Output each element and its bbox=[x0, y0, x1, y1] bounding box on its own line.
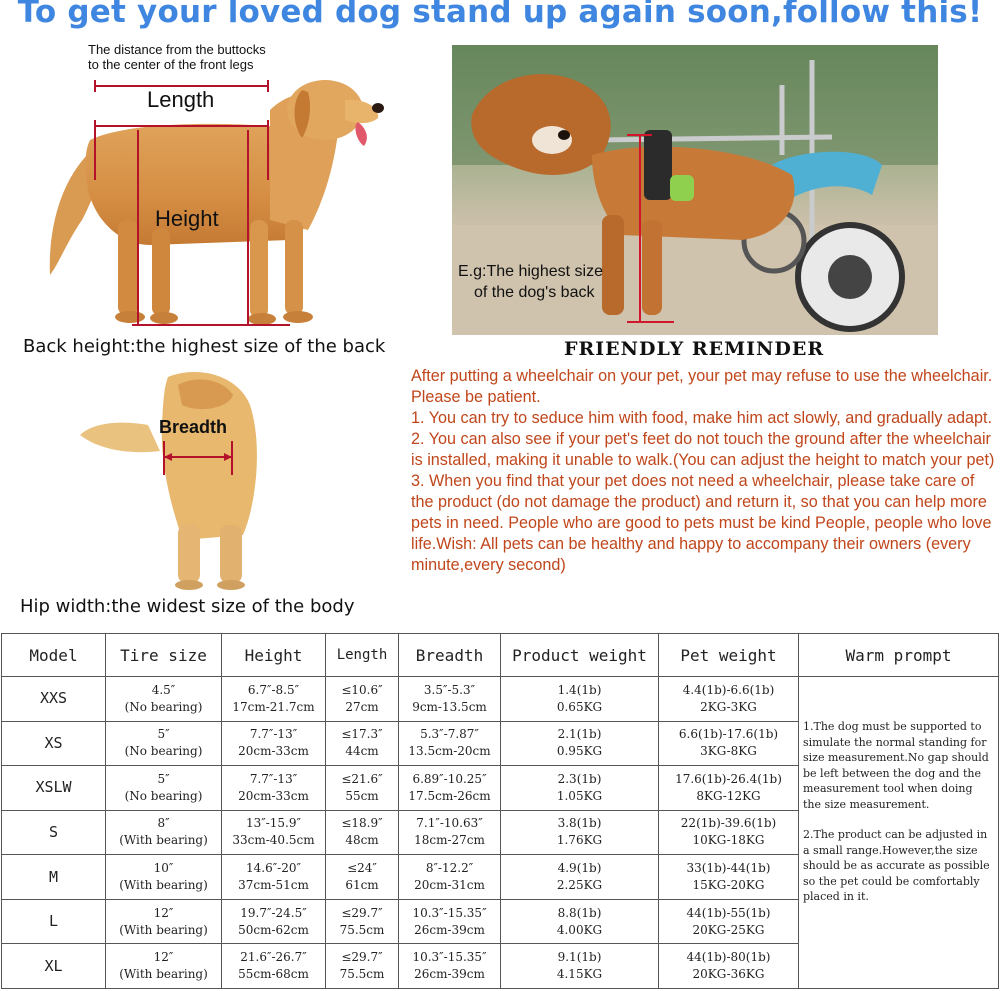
reminder-paragraph: After putting a wheelchair on your pet, your pet may refuse to use the wheelchair. Please be patient. bbox=[411, 367, 993, 406]
height-cell-secondary: 33cm-40.5cm bbox=[232, 833, 315, 848]
tire-size-cell-secondary: (No bearing) bbox=[124, 744, 203, 759]
height-label: Height bbox=[155, 206, 219, 231]
height-cell bbox=[222, 899, 326, 944]
tire-size-cell-primary: 5″ bbox=[157, 727, 170, 742]
warm-prompt-cell bbox=[799, 677, 999, 989]
tire-size-cell bbox=[106, 810, 222, 855]
length-cell-secondary: 61cm bbox=[345, 878, 379, 893]
length-cell-primary: ≤24″ bbox=[347, 861, 377, 876]
breadth-cell-secondary: 13.5cm-20cm bbox=[408, 744, 491, 759]
length-cell-secondary: 75.5cm bbox=[339, 922, 385, 937]
tire-size-cell-primary: 12″ bbox=[153, 905, 174, 920]
length-cell-primary: ≤18.9″ bbox=[341, 816, 383, 831]
length-cell bbox=[326, 944, 399, 989]
tire-size-cell-secondary: (With bearing) bbox=[119, 878, 208, 893]
pet-weight-cell bbox=[659, 721, 799, 766]
column-header-tire-size: Tire size bbox=[106, 634, 222, 677]
model-cell: S bbox=[2, 810, 106, 855]
length-cell-secondary: 55cm bbox=[345, 788, 379, 803]
height-cell-primary: 7.7″-13″ bbox=[249, 727, 298, 742]
product-weight-cell-primary: 2.3(1b) bbox=[557, 771, 602, 786]
model-cell: XSLW bbox=[2, 766, 106, 811]
height-cell bbox=[222, 944, 326, 989]
product-weight-cell-secondary: 4.00KG bbox=[556, 922, 603, 937]
product-weight-cell-primary: 3.8(1b) bbox=[557, 816, 602, 831]
breadth-label: Breadth bbox=[159, 417, 228, 437]
pet-weight-cell-secondary: 3KG-8KG bbox=[700, 744, 757, 759]
length-cell bbox=[326, 899, 399, 944]
length-cell-primary: ≤17.3″ bbox=[341, 727, 383, 742]
hip-width-caption: Hip width:the widest size of the body bbox=[20, 596, 355, 617]
model-cell: M bbox=[2, 855, 106, 900]
reminder-paragraph: 2. You can also see if your pet's feet do not touch the ground after the wheelchair is installed, making it unable to walk.(You can adjust the height to match your pet) bbox=[411, 430, 995, 469]
length-note bbox=[88, 42, 318, 72]
pet-weight-cell-primary: 33(1b)-44(1b) bbox=[686, 861, 771, 876]
breadth-cell bbox=[399, 677, 501, 722]
length-cell-secondary: 75.5cm bbox=[339, 967, 385, 982]
height-cell-primary: 6.7″-8.5″ bbox=[247, 682, 300, 697]
breadth-cell-primary: 7.1″-10.63″ bbox=[416, 816, 483, 831]
product-weight-cell bbox=[501, 810, 659, 855]
height-cell-secondary: 17cm-21.7cm bbox=[232, 699, 315, 714]
model-cell: XL bbox=[2, 944, 106, 989]
reminder-paragraph: 3. When you find that your pet does not need a wheelchair, please take care of the product (do not damage the product) and return it, so that you can help more pets in need. People who are good to pets must be kind People, people who love life.Wish: All pets can be healthy and happy to accompany their owners (every minute,every second) bbox=[411, 472, 992, 574]
height-cell bbox=[222, 766, 326, 811]
breadth-cell-secondary: 18cm-27cm bbox=[414, 833, 485, 848]
pet-weight-cell-secondary: 8KG-12KG bbox=[696, 788, 761, 803]
wheelchair-label-line-2: of the dog's back bbox=[474, 284, 595, 301]
product-weight-cell-secondary: 0.65KG bbox=[556, 699, 603, 714]
product-weight-cell bbox=[501, 944, 659, 989]
height-cell-secondary: 20cm-33cm bbox=[238, 744, 309, 759]
length-cell-primary: ≤29.7″ bbox=[341, 950, 383, 965]
product-weight-cell-secondary: 4.15KG bbox=[556, 967, 603, 982]
tire-size-cell bbox=[106, 899, 222, 944]
column-header-breadth: Breadth bbox=[399, 634, 501, 677]
pet-weight-cell bbox=[659, 766, 799, 811]
breadth-cell bbox=[399, 944, 501, 989]
breadth-cell-secondary: 17.5cm-26cm bbox=[408, 788, 491, 803]
reminder-title: FRIENDLY REMINDER bbox=[564, 338, 825, 360]
height-cell-primary: 19.7″-24.5″ bbox=[240, 905, 307, 920]
pet-weight-cell-secondary: 15KG-20KG bbox=[692, 878, 765, 893]
length-cell-secondary: 44cm bbox=[345, 744, 379, 759]
length-note-line-2: to the center of the front legs bbox=[88, 57, 254, 72]
breadth-cell bbox=[399, 766, 501, 811]
pet-weight-cell-secondary: 10KG-18KG bbox=[692, 833, 765, 848]
length-cell-primary: ≤10.6″ bbox=[341, 682, 383, 697]
standing-dog-illustration bbox=[40, 70, 390, 332]
tire-size-cell-primary: 8″ bbox=[157, 816, 170, 831]
table-row bbox=[2, 677, 999, 722]
length-label: Length bbox=[147, 87, 215, 112]
height-cell-secondary: 20cm-33cm bbox=[238, 788, 309, 803]
tire-size-cell-secondary: (No bearing) bbox=[124, 699, 203, 714]
breadth-cell-primary: 6.89″-10.25″ bbox=[412, 771, 487, 786]
height-cell-secondary: 37cm-51cm bbox=[238, 878, 309, 893]
pet-weight-cell bbox=[659, 677, 799, 722]
tire-size-cell bbox=[106, 766, 222, 811]
pet-weight-cell bbox=[659, 899, 799, 944]
tire-size-cell bbox=[106, 721, 222, 766]
product-weight-cell bbox=[501, 721, 659, 766]
breadth-cell-primary: 10.3″-15.35″ bbox=[412, 950, 487, 965]
product-weight-cell-secondary: 0.95KG bbox=[556, 744, 603, 759]
height-cell bbox=[222, 677, 326, 722]
height-cell bbox=[222, 855, 326, 900]
breadth-cell-secondary: 26cm-39cm bbox=[414, 922, 485, 937]
breadth-cell bbox=[399, 721, 501, 766]
length-cell bbox=[326, 810, 399, 855]
breadth-cell bbox=[399, 899, 501, 944]
product-weight-cell-secondary: 1.05KG bbox=[556, 788, 603, 803]
length-cell-primary: ≤29.7″ bbox=[341, 905, 383, 920]
model-cell: L bbox=[2, 899, 106, 944]
breadth-cell-secondary: 9cm-13.5cm bbox=[412, 699, 487, 714]
height-cell bbox=[222, 721, 326, 766]
pet-weight-cell-secondary: 20KG-25KG bbox=[692, 922, 765, 937]
length-cell bbox=[326, 855, 399, 900]
headline: To get your loved dog stand up again soon,follow this! bbox=[17, 0, 983, 30]
product-weight-cell-primary: 1.4(1b) bbox=[557, 682, 602, 697]
pet-weight-cell-primary: 22(1b)-39.6(1b) bbox=[680, 816, 777, 831]
tire-size-cell-secondary: (With bearing) bbox=[119, 922, 208, 937]
height-cell bbox=[222, 810, 326, 855]
length-cell-secondary: 27cm bbox=[345, 699, 379, 714]
column-header-model: Model bbox=[2, 634, 106, 677]
breadth-cell bbox=[399, 855, 501, 900]
rear-view-dog-illustration bbox=[78, 365, 268, 593]
length-cell bbox=[326, 766, 399, 811]
length-cell bbox=[326, 677, 399, 722]
breadth-cell-secondary: 26cm-39cm bbox=[414, 967, 485, 982]
length-note-line-1: The distance from the buttocks bbox=[88, 42, 266, 57]
tire-size-cell bbox=[106, 944, 222, 989]
tire-size-cell-primary: 12″ bbox=[153, 950, 174, 965]
column-header-warm-prompt: Warm prompt bbox=[799, 634, 999, 677]
pet-weight-cell bbox=[659, 855, 799, 900]
length-cell-secondary: 48cm bbox=[345, 833, 379, 848]
reminder-text bbox=[411, 366, 996, 576]
breadth-cell-primary: 8″-12.2″ bbox=[425, 861, 474, 876]
breadth-cell-primary: 10.3″-15.35″ bbox=[412, 905, 487, 920]
tire-size-cell-primary: 10″ bbox=[153, 861, 174, 876]
model-cell: XS bbox=[2, 721, 106, 766]
product-weight-cell bbox=[501, 855, 659, 900]
tire-size-cell-secondary: (No bearing) bbox=[124, 788, 203, 803]
product-weight-cell-secondary: 1.76KG bbox=[556, 833, 603, 848]
tire-size-cell-primary: 5″ bbox=[157, 771, 170, 786]
product-weight-cell-primary: 4.9(1b) bbox=[557, 861, 602, 876]
breadth-cell-primary: 3.5″-5.3″ bbox=[423, 682, 476, 697]
height-cell-primary: 21.6″-26.7″ bbox=[240, 950, 307, 965]
breadth-cell bbox=[399, 810, 501, 855]
product-weight-cell-primary: 8.8(1b) bbox=[557, 905, 602, 920]
column-header-height: Height bbox=[222, 634, 326, 677]
column-header-pet-weight: Pet weight bbox=[659, 634, 799, 677]
pet-weight-cell bbox=[659, 810, 799, 855]
product-weight-cell-secondary: 2.25KG bbox=[556, 878, 603, 893]
wheelchair-label-line-1: E.g:The highest size bbox=[458, 263, 603, 280]
product-weight-cell bbox=[501, 766, 659, 811]
tire-size-cell bbox=[106, 855, 222, 900]
column-header-product-weight: Product weight bbox=[501, 634, 659, 677]
warm-prompt-note: 2.The product can be adjusted in a small range.However,the size should be as accurate as possible so the pet could be comfortably placed in it. bbox=[803, 828, 990, 903]
tire-size-cell-primary: 4.5″ bbox=[151, 682, 176, 697]
product-weight-cell bbox=[501, 677, 659, 722]
length-cell bbox=[326, 721, 399, 766]
pet-weight-cell-primary: 44(1b)-55(1b) bbox=[686, 905, 771, 920]
height-cell-primary: 14.6″-20″ bbox=[245, 861, 301, 876]
pet-weight-cell-primary: 4.4(1b)-6.6(1b) bbox=[682, 682, 775, 697]
pet-weight-cell-primary: 17.6(1b)-26.4(1b) bbox=[675, 771, 782, 786]
product-weight-cell-primary: 2.1(1b) bbox=[557, 727, 602, 742]
size-table bbox=[1, 633, 999, 989]
table-header-row bbox=[2, 634, 999, 677]
tire-size-cell-secondary: (With bearing) bbox=[119, 967, 208, 982]
tire-size-cell bbox=[106, 677, 222, 722]
height-cell-primary: 13″-15.9″ bbox=[245, 816, 301, 831]
pet-weight-cell-secondary: 2KG-3KG bbox=[700, 699, 757, 714]
height-cell-secondary: 50cm-62cm bbox=[238, 922, 309, 937]
model-cell: XXS bbox=[2, 677, 106, 722]
pet-weight-cell bbox=[659, 944, 799, 989]
warm-prompt-note: 1.The dog must be supported to simulate the normal standing for size measurement.No gap should be left between the dog and the measurement tool when doing the size measurement. bbox=[803, 720, 989, 811]
breadth-cell-primary: 5.3″-7.87″ bbox=[420, 727, 479, 742]
column-header-length: Length bbox=[326, 634, 399, 677]
pet-weight-cell-primary: 6.6(1b)-17.6(1b) bbox=[678, 727, 779, 742]
pet-weight-cell-secondary: 20KG-36KG bbox=[692, 967, 765, 982]
product-weight-cell bbox=[501, 899, 659, 944]
length-cell-primary: ≤21.6″ bbox=[341, 771, 383, 786]
wheelchair-photo-label bbox=[458, 261, 603, 303]
pet-weight-cell-primary: 44(1b)-80(1b) bbox=[686, 950, 771, 965]
product-weight-cell-primary: 9.1(1b) bbox=[557, 950, 602, 965]
reminder-paragraph: 1. You can try to seduce him with food, make him act slowly, and gradually adapt. bbox=[411, 409, 992, 427]
height-cell-secondary: 55cm-68cm bbox=[238, 967, 309, 982]
breadth-cell-secondary: 20cm-31cm bbox=[414, 878, 485, 893]
height-cell-primary: 7.7″-13″ bbox=[249, 771, 298, 786]
back-height-caption: Back height:the highest size of the back bbox=[23, 336, 386, 357]
tire-size-cell-secondary: (With bearing) bbox=[119, 833, 208, 848]
